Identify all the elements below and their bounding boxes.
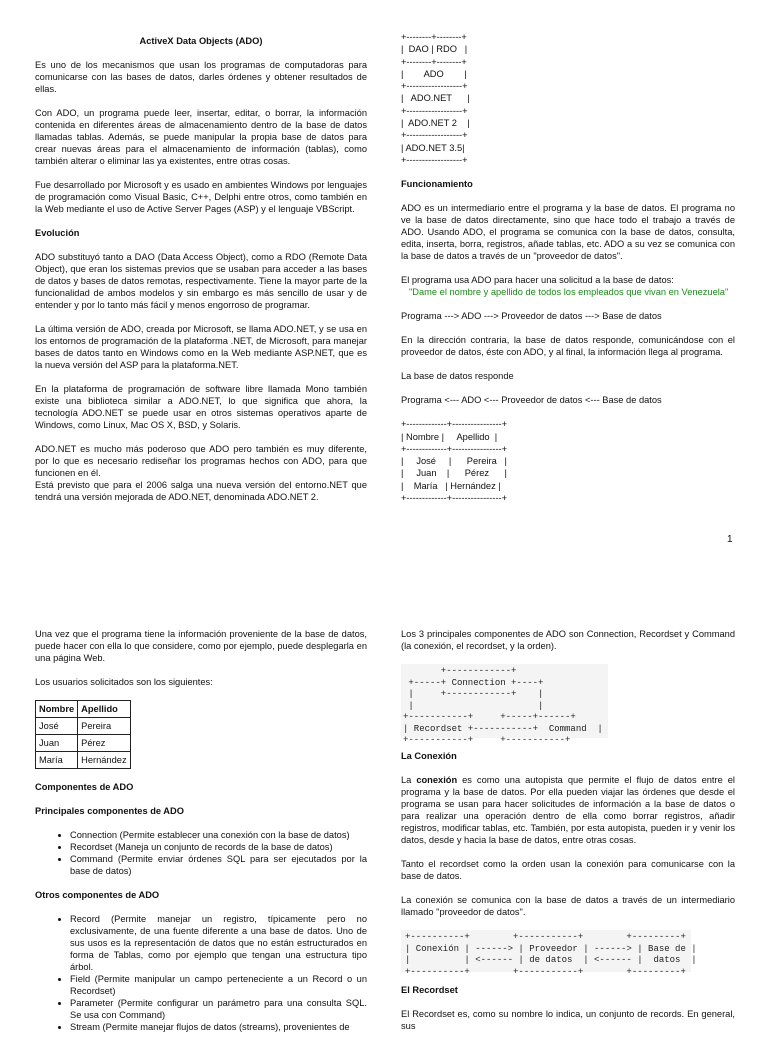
example-quote: "Dame el nombre y apellido de todos los empleados que vivan en Venezuela" xyxy=(409,287,729,298)
heading-otros: Otros componentes de ADO xyxy=(35,890,160,900)
principales-list xyxy=(35,829,367,877)
heading-recordset: El Recordset xyxy=(401,985,458,995)
components-diagram: +------------+ +-----+ Connection +----+ | +------------+ | | | +-----------+ +-----+------+ | Recordset +-----------+ Command | +-----------+ +-----------+ xyxy=(401,664,608,738)
ascii-result-table: +-------------+----------------+ | Nombre | Apellido | +-------------+----------------+ | José | Pereira | | Juan | Pérez | | María | Hernández | +-------------+----------------+ xyxy=(401,419,508,504)
flow-response: Programa <--- ADO <--- Proveedor de datos <--- Base de datos xyxy=(401,395,662,406)
page2-left-column xyxy=(35,628,367,1045)
bold-term: conexión xyxy=(416,775,458,785)
table-cell: Pereira xyxy=(78,718,130,735)
page1-right-column xyxy=(401,32,735,516)
paragraph: La última versión de ADO, creada por Microsoft, se llama ADO.NET, y se usa en los entornos de programación de la plataforma .NET, de Microsoft, para manejar bases de datos tanto en Windows como en la Web mediante ASP.NET, que es la nueva versión del ASP para la plataforma.NET. xyxy=(35,324,367,370)
table-header-row xyxy=(36,701,131,718)
page2-right-column xyxy=(401,628,735,1044)
users-table xyxy=(35,700,131,769)
paragraph: Está previsto que para el 2006 salga una nueva versión del entorno.NET que tendrá una versión mejorada de ADO.NET, denominada ADO.NET 2. xyxy=(35,480,367,502)
table-cell: Hernández xyxy=(78,752,130,769)
heading-conexion: La Conexión xyxy=(401,751,457,761)
paragraph: ADO es un intermediario entre el programa y la base de datos. El programa no ve la base de datos directamente, sino que hace todo el trabajo a través de ADO. Usando ADO, el programa se comunica con la base de datos, consulta, edita, inserta, borra, registros, añade tablas, etc. ADO a su vez se comunica con la base de datos a través de un "proveedor de datos". xyxy=(401,203,735,262)
text-run: La xyxy=(401,775,417,785)
table-row xyxy=(36,718,131,735)
paragraph: La base de datos responde xyxy=(401,371,514,382)
table-row xyxy=(36,752,131,769)
list-item: • Command (Permite enviar órdenes SQL para ser ejecutados por la base de datos) xyxy=(70,853,367,877)
paragraph: En la dirección contraria, la base de datos responde, comunicándose con el proveedor de datos, éste con ADO, y al final, la información llega al programa. xyxy=(401,335,735,358)
list-item: • Stream (Permite manejar flujos de datos (streams), provenientes de xyxy=(70,1021,367,1033)
flow-request: Programa ---> ADO ---> Proveedor de datos ---> Base de datos xyxy=(401,311,662,322)
otros-list xyxy=(35,913,367,1033)
paragraph: El programa usa ADO para hacer una solicitud a la base de datos: xyxy=(401,275,674,286)
list-item: • Field (Permite manipular un campo perteneciente a un Record o un Recordset) xyxy=(70,973,367,997)
paragraph: La conexión se comunica con la base de datos a través de un intermediario llamado "proveedor de datos". xyxy=(401,895,735,917)
ascii-version-diagram: +--------+--------+ | DAO | RDO | +--------+--------+ | ADO | +------------------+ | ADO.NET | +------------------+ | ADO.NET 2 | +------------------+ | ADO.NET 3.5| +------------------+ xyxy=(401,32,470,165)
paragraph: En la plataforma de programación de software libre llamada Mono también existe una biblioteca similar a ADO.NET, lo que significa que ahora, la tecnología ADO.NET se puede usar en otros sistemas operativos aparte de Windows, como Linux, Mac OS X, BSD, y Solaris. xyxy=(35,384,367,430)
paragraph: Una vez que el programa tiene la información proveniente de la base de datos, puede hacer con ella lo que considere, como por ejemplo, puede desplegarla en una página Web. xyxy=(35,629,367,663)
list-item: • Recordset (Maneja un conjunto de records de la base de datos) xyxy=(70,841,367,853)
table-cell: José xyxy=(36,718,78,735)
table-cell: Pérez xyxy=(78,735,130,752)
paragraph: Tanto el recordset como la orden usan la conexión para comunicarse con la base de datos. xyxy=(401,859,735,881)
text-run: es como una autopista que permite el flujo de datos entre el programa y la base de datos. Por ella pueden viajar las órdenes que desde el programa se usan para hacer solicitudes de información a la base de datos o para realizar una operación dentro de ella como borrar registros, añadir registros, modificar tablas, etc. También, por esta autopista, pueden ir y venir los datos, desde y hacia la base de datos, entre otras cosas. xyxy=(401,775,735,845)
table-cell: Juan xyxy=(36,735,78,752)
page1-left-column xyxy=(35,35,367,515)
paragraph: El Recordset es, como su nombre lo indica, un conjunto de records. En general, sus xyxy=(401,1009,735,1031)
table-cell: María xyxy=(36,752,78,769)
list-item: • Connection (Permite establecer una conexión con la base de datos) xyxy=(70,829,367,841)
connection-diagram: +----------+ +-----------+ +---------+ | Conexión | ------> | Proveedor | ------> | Base de | | | <------ | de datos | <------ | datos | +----------+ +-----------+ +---------+ xyxy=(401,930,691,972)
paragraph: Con ADO, un programa puede leer, insertar, editar, o borrar, la información contenida en diferentes áreas de almacenamiento dentro de la base de datos llamadas tablas. Además, se puede manipular la propia base de datos para crear nuevas áreas para el almacenamiento de información (tablas), como también alterar o eliminar las ya existentes, entre otras cosas. xyxy=(35,108,367,166)
heading-componentes: Componentes de ADO xyxy=(35,782,134,792)
paragraph: Es uno de los mecanismos que usan los programas de computadoras para comunicarse con las bases de datos, darles órdenes y obtener resultados de ellas. xyxy=(35,60,367,94)
page-number: 1 xyxy=(727,534,733,545)
table-row xyxy=(36,735,131,752)
list-item: • Parameter (Permite configurar un parámetro para una consulta SQL. Se usa con Command) xyxy=(70,997,367,1021)
paragraph: Fue desarrollado por Microsoft y es usado en ambientes Windows por lenguajes de programación como Visual Basic, C++, Delphi entre otros, como también en la Web mediante el uso de Active Server Pages (ASP) y el lenguaje VBScript. xyxy=(35,180,367,214)
heading-funcionamiento: Funcionamiento xyxy=(401,179,473,190)
paragraph: Los 3 principales componentes de ADO son Connection, Recordset y Command (la conexión, el recordset, y la orden). xyxy=(401,629,735,651)
paragraph: Los usuarios solicitados son los siguientes: xyxy=(35,677,213,687)
heading-principales: Principales componentes de ADO xyxy=(35,806,184,816)
paragraph: ADO substituyó tanto a DAO (Data Access Object), como a RDO (Remote Data Object), que eran los sistemas previos que se usaban para acceder a las bases de datos y bases de datos remotas, respectivamente. Tiene la mayor parte de la funcionalidad de ambos modelos y sin embargo es más sencillo de usar y de entender y por lo tanto más fácil y menos engorroso de programar. xyxy=(35,252,367,310)
paragraph: ADO.NET es mucho más poderoso que ADO pero también es muy diferente, por lo que es necesario rediseñar los programas hechos con ADO, para que funcionen en él. xyxy=(35,444,367,478)
heading-evolucion: Evolución xyxy=(35,228,80,238)
table-header: Nombre xyxy=(36,701,78,718)
list-item: • Record (Permite manejar un registro, típicamente pero no exclusivamente, de una fuente diferente a una base de datos. Uno de sus usos es la representación de datos que no están estructurados en forma de Tablas, como por ejemplo que tengan una estructura tipo árbol. xyxy=(70,913,367,973)
table-header: Apellido xyxy=(78,701,130,718)
document-title: ActiveX Data Objects (ADO) xyxy=(139,36,263,46)
paragraph-conexion xyxy=(401,774,735,846)
